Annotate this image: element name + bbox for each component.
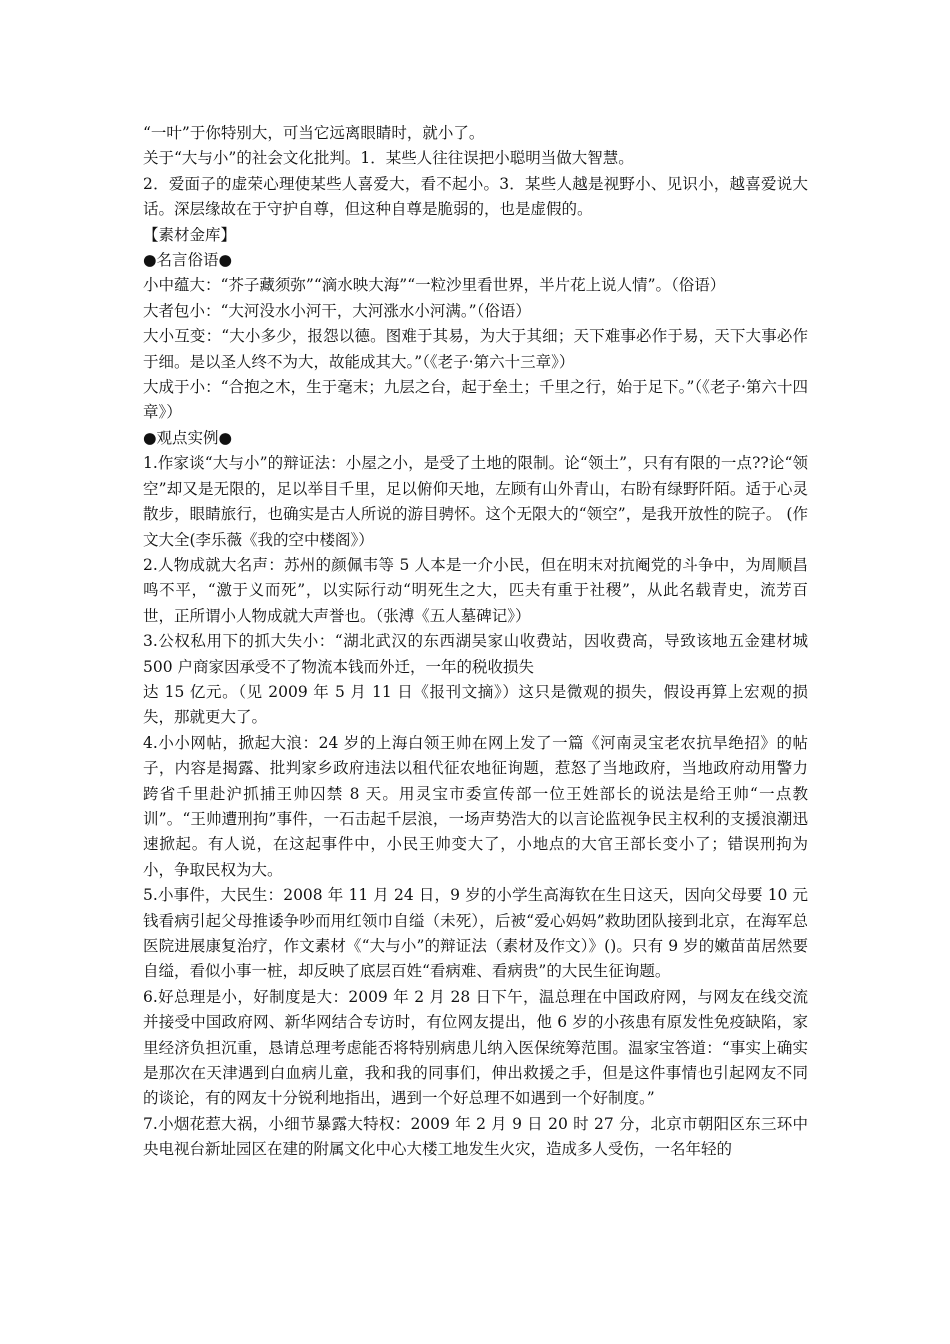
saying-big-from-small: 大成于小：“合抱之木，生于毫末；九层之台，起于垒土；千里之行，始于足下。”（《老子·第六十四章》）: [143, 378, 808, 422]
example-2-characters: 2.人物成就大名声：苏州的颜佩韦等 5 人本是一介小民，但在明末对抗阉党的斗争中，为周顺昌鸣不平，“激于义而死”，以实际行动“明死生之大，匹夫有重于社稷”，从此名载青史，流芳百世，正所谓小人物成就大声誉也。（张溥《五人墓碑记》）: [143, 555, 808, 625]
example-7-fireworks: 7.小烟花惹大祸，小细节暴露大特权：2009 年 2 月 9 日 20 时 27 分，北京市朝阳区东三环中央电视台新址园区在建的附属文化中心大楼工地发生火灾，造成多人受伤，一名年轻的: [143, 1114, 808, 1159]
example-3-public-power: 3.公权私用下的抓大失小：“湖北武汉的东西湖吴家山收费站，因收费高，导致该地五金建材城 500 户商家因承受不了物流本钱而外迁，一年的税收损失: [143, 632, 808, 676]
paragraph-critique-points: 2．爱面子的虚荣心理使某些人喜爱大，看不起小。3．某些人越是视野小、见识小，越喜爱说大话。深层缘故在于守护自尊，但这种自尊是脆弱的，也是虚假的。: [143, 174, 808, 219]
document-body: [143, 121, 808, 1163]
example-4-web-post: 4.小小网帖，掀起大浪：24 岁的上海白领王帅在网上发了一篇《河南灵宝老农抗旱绝招》的帖子，内容是揭露、批判家乡政府违法以租代征农地征询题，惹怒了当地政府，当地政府动用警力跨省千里赴沪抓捕王帅囚禁 8 天。用灵宝市委宣传部一位王姓部长的说法是给王帅“一点教训”。“王帅遭刑拘”事件，一石击起千层浪，一场声势浩大的以言论监视争民主权利的支援浪潮迅速掀起。有人说，在这起事件中，小民王帅变大了，小地点的大官王部长变小了；错误刑拘为小，争取民权为大。: [143, 733, 808, 879]
saying-small-contains-big: 小中蕴大：“芥子藏须弥”“滴水映大海”“一粒沙里看世界，半片花上说人情”。（俗语）: [143, 276, 726, 295]
paragraph-one-leaf: “一叶”于你特别大，可当它远离眼睛时，就小了。: [143, 124, 485, 142]
example-1-writer: 1.作家谈“大与小”的辩证法：小屋之小，是受了土地的限制。论“领土”，只有有限的一点??论“领空”却又是无限的，足以举目千里，足以俯仰天地，左顾有山外青山，右盼有绿野阡陌。适于心灵散步，眼睛旅行，也确实是古人所说的游目骋怀。这个无限大的“领空”，是我开放性的院子。 (作文大全(李乐薇《我的空中楼阁》）: [143, 454, 808, 549]
example-5-livelihood: 5.小事件，大民生：2008 年 11 月 24 日，9 岁的小学生高海钦在生日这天，因向父母要 10 元钱看病引起父母推诿争吵而用红领巾自缢（未死），后被“爱心妈妈”救助团队接到北京，在海军总医院进展康复治疗，作文素材《“大与小”的辩证法（素材及作文）》()。只有 9 岁的嫩苗苗居然要自缢，看似小事一桩，却反映了底层百姓“看病难、看病贵”的大民生征询题。: [143, 886, 808, 981]
subheading-examples: ●观点实例●: [143, 428, 233, 447]
example-3-continued: 达 15 亿元。（见 2009 年 5 月 11 日《报刊文摘》）这只是微观的损失，假设再算上宏观的损失，那就更大了。: [143, 682, 808, 727]
saying-big-contains-small: 大者包小：“大河没水小河干，大河涨水小河满。”（俗语）: [143, 301, 531, 320]
paragraph-critique-intro: 关于“大与小”的社会文化批判。1．某些人往往误把小聪明当做大智慧。: [143, 149, 634, 168]
section-heading-material-library: 【素材金库】: [143, 225, 237, 244]
subheading-famous-sayings: ●名言俗语●: [143, 251, 233, 270]
saying-big-small-transform: 大小互变：“大小多少，报怨以德。图难于其易，为大于其细；天下难事必作于易，天下大事必作于细。是以圣人终不为大，故能成其大。”（《老子·第六十三章》）: [143, 327, 808, 371]
example-6-good-system: 6.好总理是小，好制度是大：2009 年 2 月 28 日下午，温总理在中国政府网，与网友在线交流并接受中国政府网、新华网结合专访时，有位网友提出，他 6 岁的小孩患有原发性免疫缺陷，家里经济负担沉重，恳请总理考虑能否将特别病患儿纳入医保统筹范围。温家宝答道：“事实上确实是那次在天津遇到白血病儿童，我和我的同事们，伸出救援之手，但是这件事情也引起网友不同的谈论，有的网友十分锐利地指出，遇到一个好总理不如遇到一个好制度。”: [143, 987, 808, 1108]
